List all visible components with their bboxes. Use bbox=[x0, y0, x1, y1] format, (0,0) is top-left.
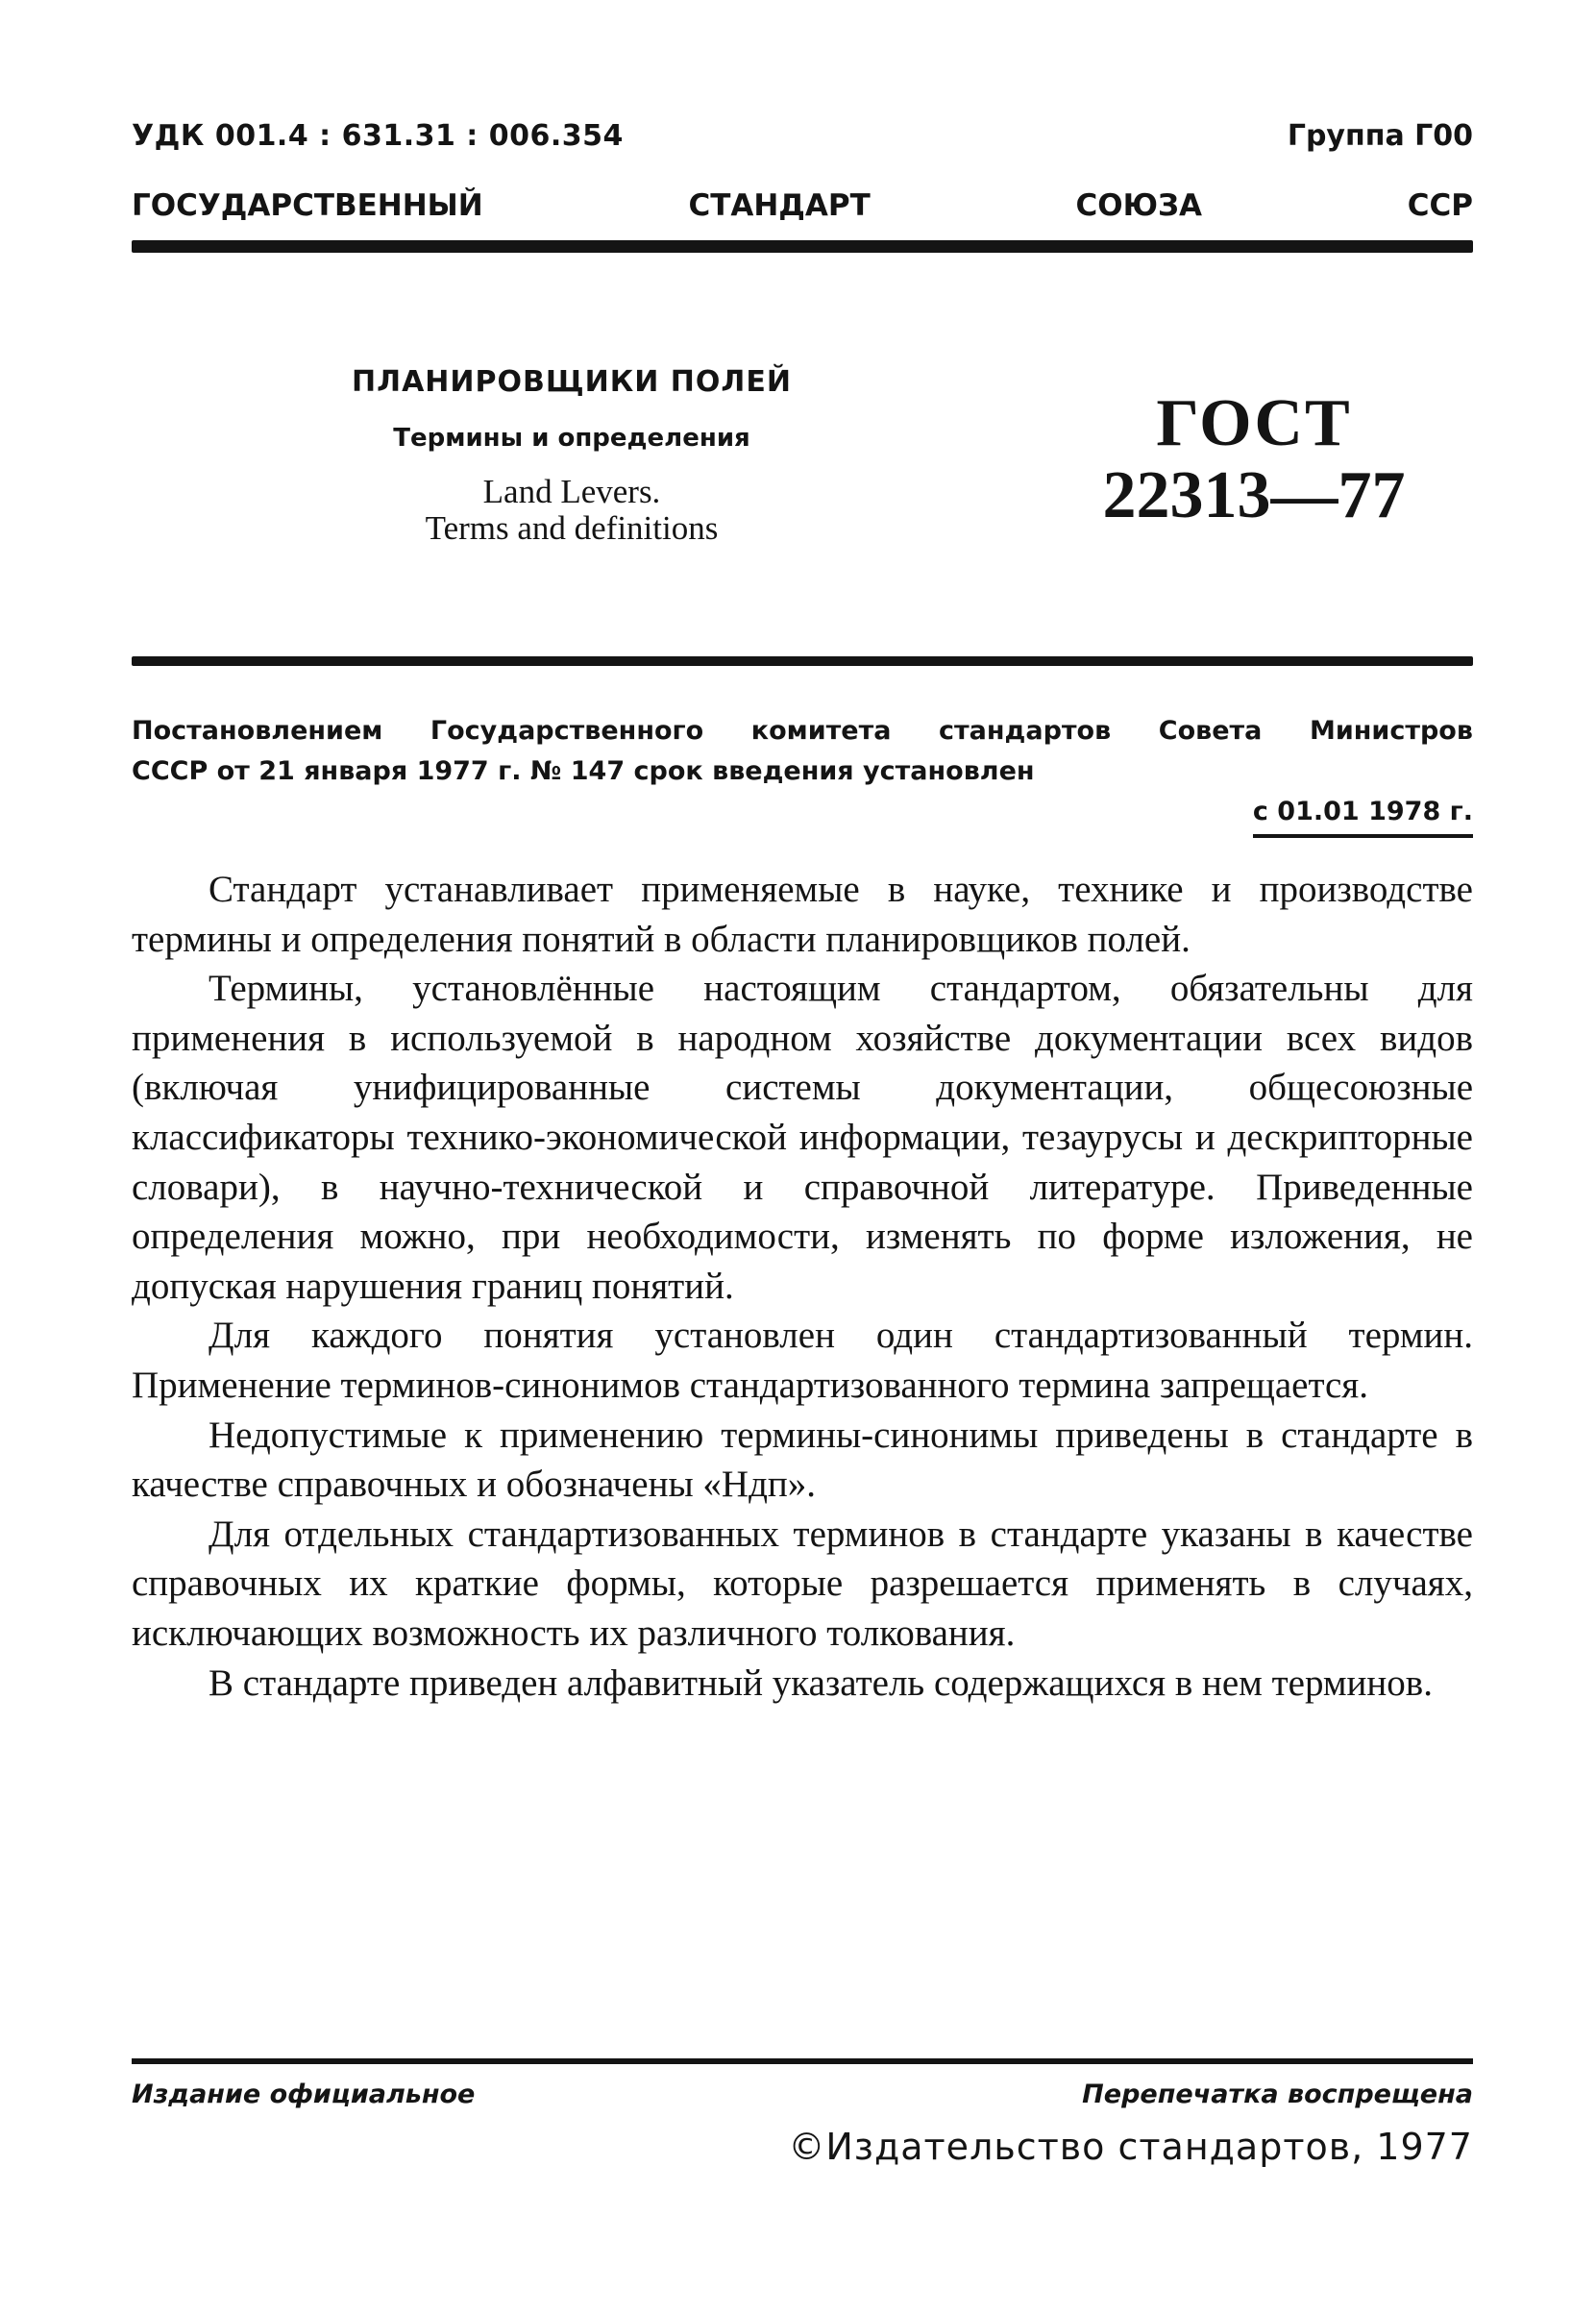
document-body bbox=[132, 865, 1473, 1708]
decree-word: Постановлением bbox=[132, 716, 383, 746]
decree-line-2: СССР от 21 января 1977 г. № 147 срок введения установлен bbox=[132, 756, 1035, 786]
decree-word: Совета bbox=[1158, 716, 1263, 746]
decree-block bbox=[132, 711, 1473, 826]
state-standard-word: ГОСУДАРСТВЕННЫЙ bbox=[132, 188, 483, 223]
reprint-prohibited-note: Перепечатка воспрещена bbox=[1082, 2080, 1473, 2109]
header-rule bbox=[132, 240, 1473, 253]
body-paragraph: Для каждого понятия установлен один стандартизованный термин. Применение терминов-синонимов стандартизованного термина запрещается. bbox=[132, 1315, 1473, 1406]
state-standard-word: СТАНДАРТ bbox=[688, 188, 871, 223]
decree-word: комитета bbox=[750, 716, 892, 746]
title-block bbox=[317, 365, 826, 547]
udk-code: УДК 001.4 : 631.31 : 006.354 bbox=[132, 119, 624, 153]
footer-rule bbox=[132, 2058, 1473, 2064]
body-paragraph: Недопустимые к применению термины-синонимы приведены в стандарте в качестве справочных и обозначены «Ндп». bbox=[132, 1414, 1473, 1506]
state-standard-word: СОЮЗА bbox=[1075, 188, 1203, 223]
group-code: Группа Г00 bbox=[1287, 119, 1473, 153]
decree-line-1 bbox=[132, 711, 1473, 751]
body-paragraph: Стандарт устанавливает применяемые в науке, технике и производстве термины и определения понятий в области планировщиков полей. bbox=[132, 869, 1473, 960]
body-paragraph: В стандарте приведен алфавитный указатель содержащихся в нем терминов. bbox=[209, 1662, 1433, 1704]
official-edition-note: Издание официальное bbox=[132, 2080, 476, 2109]
body-paragraph: Термины, установлённые настоящим стандартом, обязательны для применения в используемой в народном хозяйстве документации всех видов (включая унифицированные системы документации, общесоюзные классификаторы технико-экономической информации, тезаурусы и дескрипторные словари), в научно-технической и справочной литературе. Приведенные определения можно, при необходимости, изменять по форме изложения, не допуская нарушения границ понятий. bbox=[132, 968, 1473, 1307]
document-title: ПЛАНИРОВЩИКИ ПОЛЕЙ bbox=[352, 365, 792, 399]
english-subtitle: Terms and definitions bbox=[425, 509, 719, 547]
decree-word: стандартов bbox=[939, 716, 1112, 746]
state-standard-word: ССР bbox=[1407, 188, 1473, 223]
english-title: Land Levers. bbox=[482, 473, 661, 510]
gost-designation bbox=[1095, 386, 1412, 533]
effective-date: с 01.01 1978 г. bbox=[1253, 792, 1473, 838]
title-rule bbox=[132, 656, 1473, 666]
gost-label: ГОСТ bbox=[1156, 386, 1352, 460]
document-subtitle: Термины и определения bbox=[393, 424, 750, 453]
gost-number: 22313—77 bbox=[1102, 458, 1406, 532]
decree-word: Государственного bbox=[430, 716, 704, 746]
publisher-copyright: ©Издательство стандартов, 1977 bbox=[788, 2126, 1473, 2168]
state-standard-heading bbox=[132, 188, 1473, 223]
body-paragraph: Для отдельных стандартизованных терминов в стандарте указаны в качестве справочных их краткие формы, которые разрешается применять в случаях, исключающих возможность их различного толкования. bbox=[132, 1513, 1473, 1654]
decree-word: Министров bbox=[1309, 716, 1473, 746]
